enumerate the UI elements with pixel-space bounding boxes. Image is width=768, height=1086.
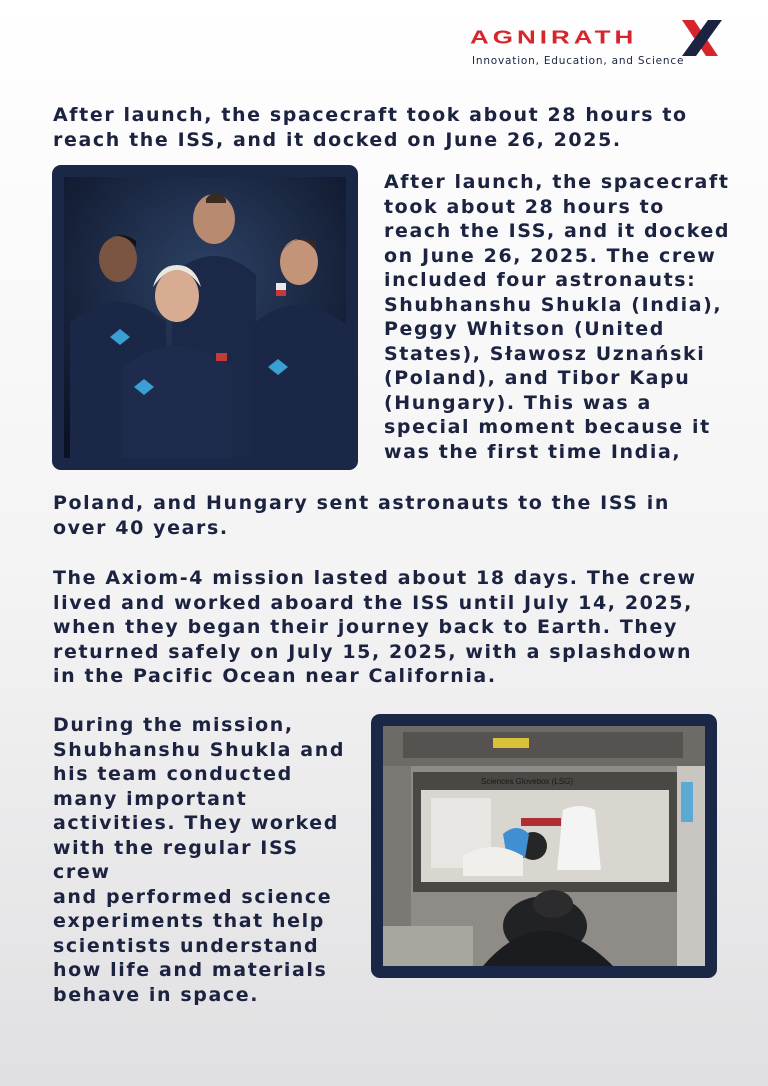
crew-text-line: Peggy Whitson (United — [384, 318, 665, 340]
crew-photo-frame — [52, 165, 358, 470]
crew-text-line: special moment because it — [384, 416, 711, 438]
crew-text-line: Shubhanshu Shukla (India), — [384, 293, 723, 316]
activities-text-line: During the mission, — [53, 714, 294, 736]
activities-text-line: activities. They worked — [53, 812, 339, 834]
intro-paragraph: After launch, the spacecraft took about 28 hours to reach the ISS, and it docked on June 26, 2025. — [53, 104, 688, 151]
agnirath-logo — [468, 18, 728, 72]
logo-x-mark — [678, 18, 724, 58]
crew-text-line: included four astronauts: — [384, 269, 697, 291]
crew-text-line: was the first time India, — [384, 440, 682, 463]
crew-paragraph — [384, 170, 744, 464]
glovebox-label: Sciences Glovebox (LSG) — [481, 777, 574, 786]
activities-text-line: his team conducted — [53, 763, 293, 785]
duration-paragraph: The Axiom-4 mission lasted about 18 days. The crew lived and worked aboard the ISS until July 14, 2025, when they began their journey back to Earth. They returned safely on July 15, 2025, with a splashdown in the Pacific Ocean near California. — [53, 567, 697, 687]
crew-text-line: (Hungary). This was a — [384, 391, 652, 414]
activities-text-line: and performed science — [53, 885, 333, 908]
logo-wordmark: AGNIRATH — [470, 26, 638, 48]
crew-text-line: States), Sławosz Uznański — [384, 342, 706, 365]
activities-text-line: behave in space. — [53, 983, 260, 1006]
crew-text-line: on June 26, 2025. The crew — [384, 244, 717, 267]
crew-text-line: reach the ISS, and it docked — [384, 220, 731, 242]
crew-photo — [64, 177, 346, 458]
logo-tagline: Innovation, Education, and Science — [472, 55, 685, 67]
activities-text-line: how life and materials — [53, 959, 328, 981]
activities-text-line: experiments that help — [53, 910, 325, 932]
crew-text-line: After launch, the spacecraft — [384, 171, 730, 193]
crew-continued-paragraph: Poland, and Hungary sent astronauts to the ISS in over 40 years. — [53, 492, 671, 539]
activities-text-line: with the regular ISS crew — [53, 836, 299, 883]
lab-photo-frame — [371, 714, 717, 978]
activities-text-line: scientists understand — [53, 934, 320, 957]
activities-paragraph — [53, 713, 363, 1007]
glovebox-photo — [383, 726, 705, 966]
activities-text-line: many important — [53, 787, 248, 810]
crew-text-line: (Poland), and Tibor Kapu — [384, 367, 691, 389]
activities-text-line: Shubhanshu Shukla and — [53, 738, 346, 761]
crew-text-line: took about 28 hours to — [384, 195, 665, 218]
